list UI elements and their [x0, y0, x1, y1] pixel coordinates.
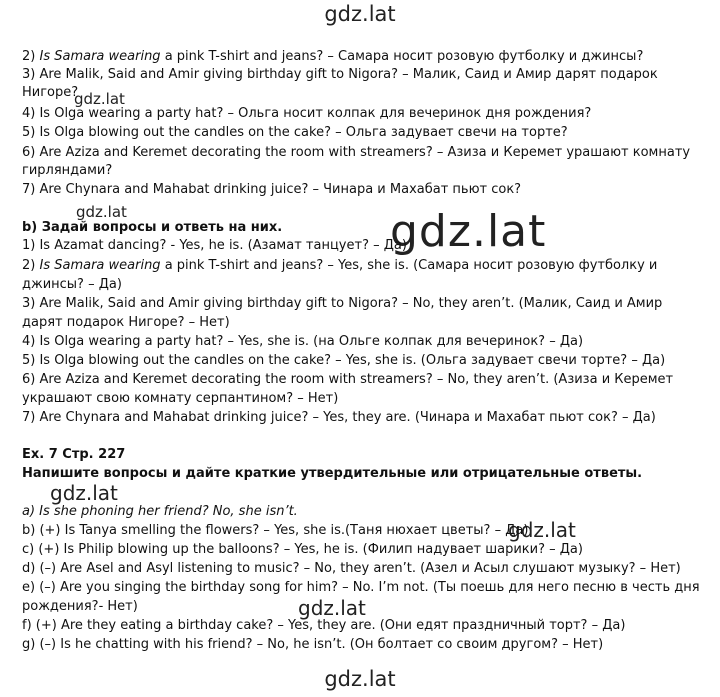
question-line: 5) Is Olga blowing out the candles on the cake? – Ольга задувает свечи на торте?: [22, 125, 568, 140]
watermark-small: gdz.lat: [74, 90, 125, 108]
question-line: 2) Is Samara wearing a pink T-shirt and jeans? – Самара носит розовую футболку и джинсы?: [22, 49, 644, 64]
answer-line: 5) Is Olga blowing out the candles on the cake? – Yes, she is. (Ольга задувает свечи торте? – Да): [22, 353, 666, 368]
watermark-small: gdz.lat: [50, 481, 118, 505]
question-line: 7) Are Chynara and Mahabat drinking juice? – Чинара и Махабат пьют сок?: [22, 182, 522, 197]
answer-line: 3) Are Malik, Said and Amir giving birthday gift to Nigora? – No, they aren’t. (Малик, Саид и Амир: [22, 296, 663, 311]
answer-line: f) (+) Are they eating a birthday cake? – Yes, they are. (Они едят праздничный торт? – Да): [22, 618, 626, 633]
answer-line: 2) Is Samara wearing a pink T-shirt and jeans? – Yes, she is. (Самара носит розовую футболку и: [22, 258, 658, 273]
answer-line: дарят подарок Нигоре? – Нет): [22, 315, 230, 330]
question-line: 3) Are Malik, Said and Amir giving birthday gift to Nigora? – Малик, Саид и Амир дарят подарок: [22, 67, 658, 82]
answer-line: g) (–) Is he chatting with his friend? – No, he isn’t. (Он болтает со своим другом? – Нет): [22, 637, 604, 652]
question-line: 4) Is Olga wearing a party hat? – Ольга носит колпак для вечеринок дня рождения?: [22, 106, 592, 121]
question-line: 6) Are Aziza and Keremet decorating the room with streamers? – Азиза и Керемет урашают комнату: [22, 145, 691, 160]
example-line: a) Is she phoning her friend? No, she isn’t.: [22, 504, 298, 519]
answer-line: украшают свою комнату серпантином? – Нет): [22, 391, 339, 406]
answer-line: 6) Are Aziza and Keremet decorating the room with streamers? – No, they aren’t. (Азиза и Керемет: [22, 372, 674, 387]
watermark-small: gdz.lat: [508, 518, 576, 542]
answer-line: e) (–) Are you singing the birthday song for him? – No. I’m not. (Ты поешь для него песню в честь дня: [22, 580, 700, 595]
exercise-title: Ex. 7 Стр. 227: [22, 447, 126, 462]
watermark-small: gdz.lat: [76, 203, 127, 221]
answer-line: рождения?- Нет): [22, 599, 138, 614]
answer-line: 1) Is Azamat dancing? - Yes, he is. (Азамат танцует? – Да): [22, 238, 407, 253]
answer-line: c) (+) Is Philip blowing up the balloons? – Yes, he is. (Филип надувает шарики? – Да): [22, 542, 583, 557]
answer-line: d) (–) Are Asel and Asyl listening to music? – No, they aren’t. (Азел и Асыл слушают музыку? – Нет): [22, 561, 681, 576]
watermark-top: gdz.lat: [324, 2, 396, 26]
answer-line: b) (+) Is Tanya smelling the flowers? – Yes, she is.(Таня нюхает цветы? – Да): [22, 523, 529, 538]
question-line: Нигоре?: [22, 85, 79, 100]
watermark-bottom: gdz.lat: [324, 667, 396, 691]
watermark-small: gdz.lat: [298, 596, 366, 620]
answer-line: 4) Is Olga wearing a party hat? – Yes, she is. (на Ольге колпак для вечеринок? – Да): [22, 334, 584, 349]
section-heading: b) Задай вопросы и ответь на них.: [22, 220, 283, 235]
question-line: гирляндами?: [22, 163, 113, 178]
answer-line: джинсы? – Да): [22, 277, 122, 292]
answer-line: 7) Are Chynara and Mahabat drinking juice? – Yes, they are. (Чинара и Махабат пьют сок? – Да): [22, 410, 656, 425]
exercise-instruction: Напишите вопросы и дайте краткие утвердительные или отрицательные ответы.: [22, 466, 643, 481]
watermark-large: gdz.lat: [390, 206, 547, 257]
